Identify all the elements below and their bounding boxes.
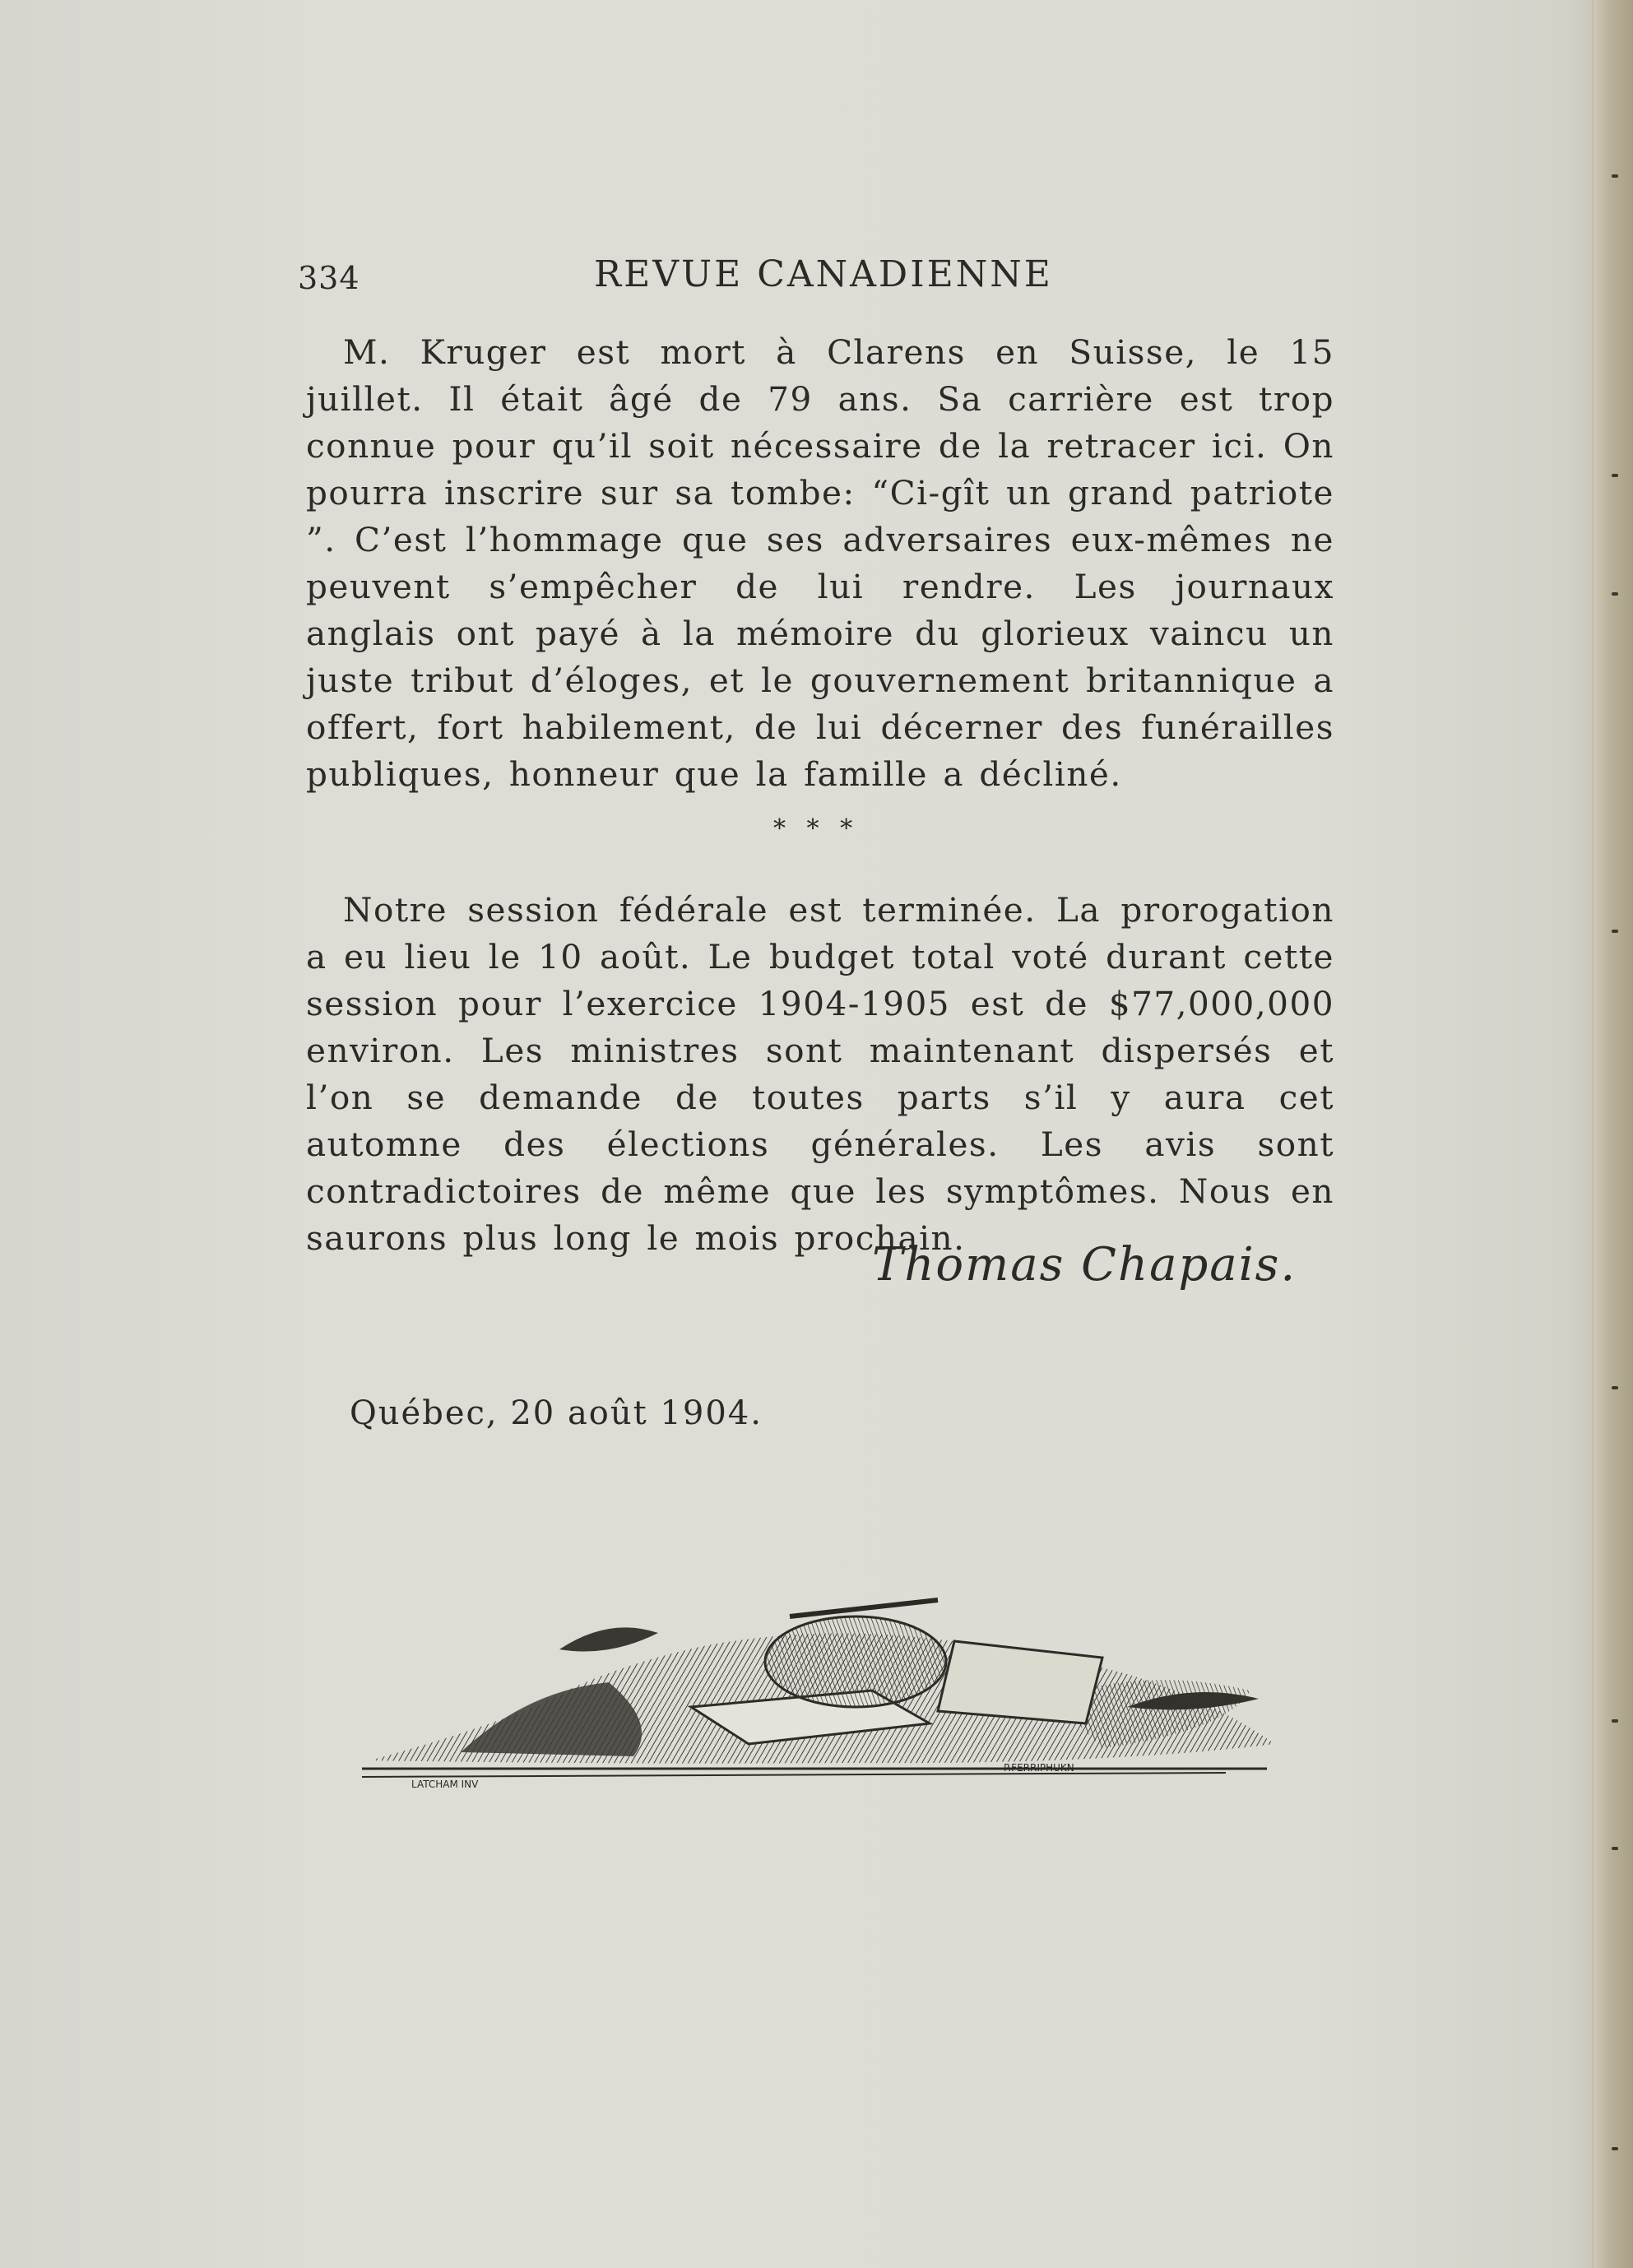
edge-mark xyxy=(1612,174,1618,178)
paragraph-kruger: M. Kruger est mort à Clarens en Suisse, le 15 juillet. Il était âgé de 79 ans. Sa carrière est trop connue pour qu’il soit nécessaire de la retracer ici. On pourra inscrire sur sa tombe: “Ci-gît un grand patriote ”. C’est l’hommage que ses adversaires eux-mêmes ne peuvent s’empêcher de lui rendre. Les journaux anglais ont payé à la mémoire du glorieux vaincu un juste tribut d’éloges, et le gouvernement britannique a offert, fort habilement, de lui décerner des funérailles publiques, honneur que la famille a décliné. xyxy=(306,332,1334,794)
dateline: Québec, 20 août 1904. xyxy=(350,1394,763,1432)
edge-mark xyxy=(1612,2147,1618,2150)
vignette-signature-left: LATCHAM INV xyxy=(411,1779,479,1790)
edge-mark xyxy=(1612,592,1618,596)
author-signature: Thomas Chapais. xyxy=(872,1238,1297,1292)
edge-mark xyxy=(1612,1847,1618,1850)
vignette-signature-right: P.FERRIPHUKN xyxy=(1004,1762,1074,1774)
edge-mark xyxy=(1612,1719,1618,1723)
paragraph-federal-session: Notre session fédérale est terminée. La prorogation a eu lieu le 10 août. Le budget total voté durant cette session pour l’exercice 1904-1905 est de $77,000,000 environ. Les ministres sont maintenant dispersés et l’on se demande de toutes parts s’il y aura cet automne des élections générales. Les avis sont contradictoires de même que les symptômes. Nous en saurons plus long le mois prochain. xyxy=(306,890,1334,1258)
page-edge xyxy=(1592,0,1633,2268)
page-number: 334 xyxy=(298,260,360,296)
edge-mark xyxy=(1612,930,1618,933)
journal-title: REVUE CANADIENNE xyxy=(594,253,1053,295)
running-head xyxy=(298,253,1244,303)
section-separator: * * * xyxy=(773,814,860,843)
ornamental-vignette-icon xyxy=(362,1567,1292,1806)
edge-mark xyxy=(1612,1386,1618,1389)
edge-mark xyxy=(1612,474,1618,477)
